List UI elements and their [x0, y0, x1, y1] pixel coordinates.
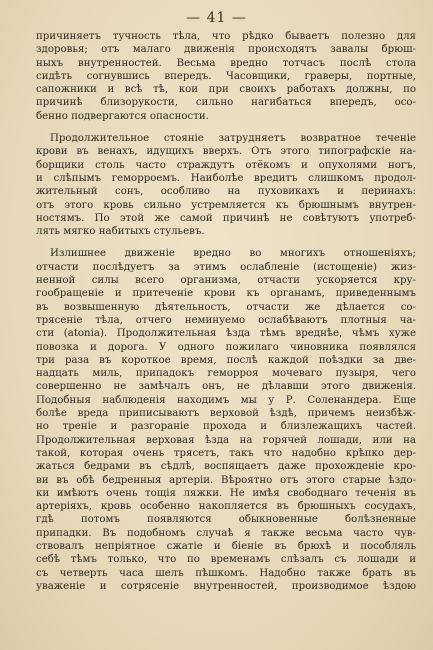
text-line: гообращеніе и притеченіе крови къ органамъ, приведеннымъ — [36, 288, 416, 300]
text-line: съ четверть часа шелъ пѣшкомъ. Надобно также брать въ — [36, 567, 416, 579]
text-line: причинѣ близорукости, сильно нагибаться впередъ, осо- — [36, 97, 416, 109]
text-line: здоровья; отъ малаго движенія происходятъ завалы брюш- — [36, 44, 416, 56]
text-line: припадки. Въ подобномъ случаѣ я также весьма часто чув- — [36, 527, 416, 539]
text-line: сти (atonia). Продолжительная ѣзда тѣмъ вреднѣе, чѣмъ хуже — [36, 328, 416, 340]
paragraph-1 — [36, 30, 416, 123]
text-line: лять мягко набитыхъ стульевъ. — [36, 226, 205, 238]
text-line: трясеніе тѣла, отчего неминуемо ослабѣваютъ плотныя ча- — [36, 314, 416, 326]
text-line: ностямъ. По этой же самой причинѣ не совѣтуютъ употреб- — [36, 212, 416, 224]
text-line: крови въ венахъ, идущихъ вверхъ. Отъ этого типографскіе на- — [36, 146, 416, 158]
text-line: отчасти послѣдуетъ за этимъ ослабленіе (истощеніе) жиз- — [36, 261, 416, 273]
text-line: Подобныя наблюденія находимъ мы у Р. Соленандера. Еще — [36, 394, 416, 406]
text-line: болѣе вреда приписываютъ верховой ѣздѣ, причемъ неизбѣж- — [36, 408, 416, 420]
text-line: ви въ обѣ бедренныя артеріи. Вѣроятно отъ этого старые ѣздо- — [36, 474, 416, 486]
text-line: Излишнее движеніе вредно во многихъ отношеніяхъ; — [50, 248, 416, 260]
text-line: сидѣть согнувшись впередъ. Часовщики, граверы, портные, — [36, 70, 416, 82]
text-line: такой, которая очень трясетъ, такъ что надобно крѣпко дер- — [36, 447, 416, 459]
text-line: ствовалъ непріятное сжатіе и біеніе въ брюхѣ и ποсοбляль — [36, 540, 416, 552]
paragraph-2 — [36, 132, 416, 238]
text-line: гдѣ потомъ появляются обыкновенные болѣзненные — [36, 514, 416, 526]
text-line: надцать миль, припадокъ геморроя мочеваго пузыря, чего — [36, 368, 416, 380]
text-line: уваженіе и сотрясеніе внутренностей, производимое ѣздою — [36, 580, 416, 592]
text-line: три раза въ короткое время, послѣ каждой поѣздки за две- — [36, 354, 416, 366]
text-line: въ возвышенную дѣятельность, отчасти же дѣлается со- — [36, 301, 416, 313]
text-line: бенно подвергаются опасности. — [36, 110, 209, 122]
text-line: Продолжительное стояніе затрудняетъ возвратное теченіе — [50, 133, 416, 145]
text-line: себѣ тѣмъ только, что по временамъ слѣзалъ съ лошади и — [36, 554, 416, 566]
text-line: причиняетъ тучность тѣла, что рѣдко бываетъ полезно для — [36, 31, 416, 42]
text-line: но треніе и разгораніе прохода и близлежащихъ частей. — [36, 421, 416, 433]
text-line: жаться бедрами въ сѣдлѣ, воспящаетъ даже прохожденіе кро- — [36, 461, 416, 473]
text-line: Продолжительная верховая ѣзда на горячей лошади, или на — [36, 434, 416, 446]
text-line: артеріяхъ, кровь особенно накопляется въ брюшныхъ сосудахъ, — [36, 501, 416, 513]
text-line: борщики столь часто страждутъ отёкомъ и опухолями ногъ, — [36, 159, 416, 171]
text-line: и слѣпымъ геморроемъ. Наиболѣе вредитъ слишкомъ продол- — [36, 172, 416, 184]
text-line: ки имѣютъ очень тощія ляжки. Не имѣя свободнаго теченія въ — [36, 487, 416, 499]
page-number: — 41 — — [186, 10, 247, 26]
paragraph-3 — [36, 247, 416, 593]
text-line: жительный сонъ, особливо на пуховикахъ и перинахъ: — [36, 186, 416, 198]
text-line: повозка и дорога. У одного пожилаго чиновника появлялся — [36, 341, 416, 353]
page-body — [36, 30, 416, 593]
text-line: сапожники и всѣ тѣ, кои при своихъ работахъ должны, по — [36, 84, 416, 96]
text-line: совершенно не замѣчалъ онъ, не дѣлавши этого движенія. — [36, 381, 416, 393]
text-line: ныхъ внутренностей. Весьма вредно тотчасъ послѣ стола — [36, 57, 416, 69]
text-line: отъ этого кровь сильно устремляется къ брюшнымъ внутрен- — [36, 199, 416, 211]
text-line: ненной силы всего организма, отчасти ускоряется кру- — [36, 275, 416, 287]
